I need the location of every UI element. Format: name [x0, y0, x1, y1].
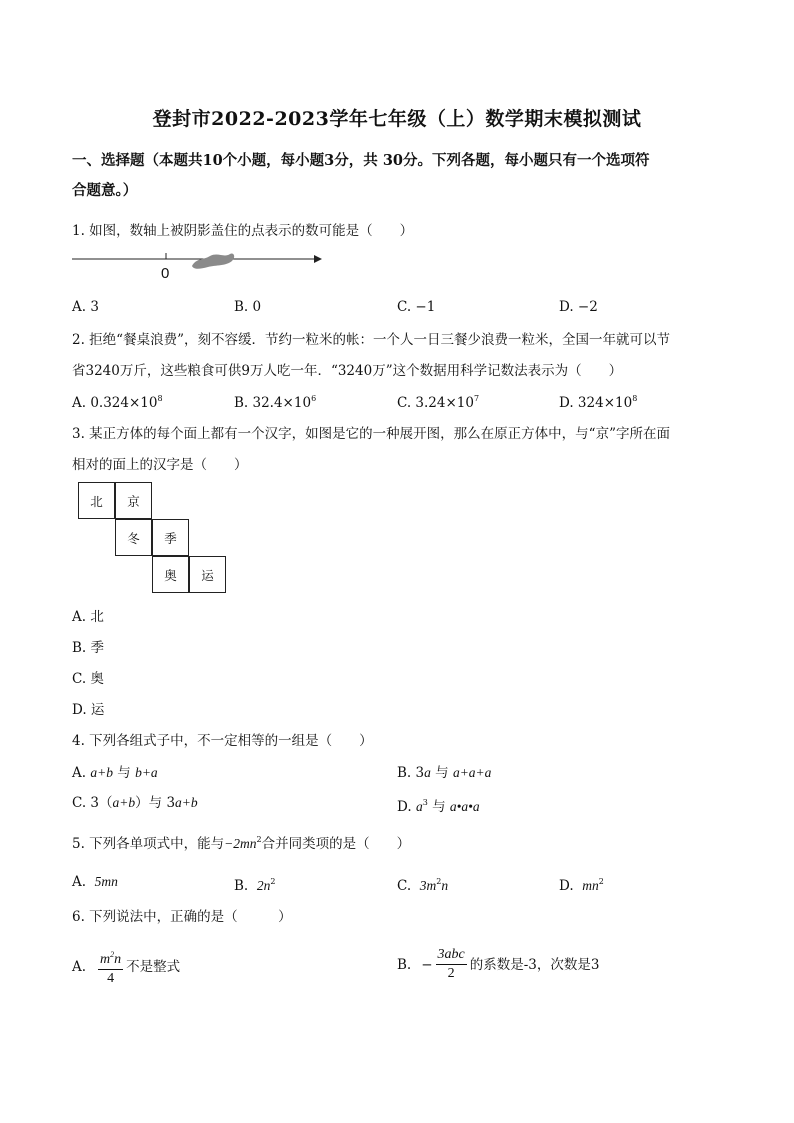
cube-net-figure	[78, 482, 228, 595]
axis-zero-label: 0	[161, 265, 170, 282]
q2-line-1: 2. 拒绝“餐桌浪费”，刻不容缓．节约一粒米的帐：一个人一日三餐少浪费一粒米，全国一年就可以节	[72, 332, 670, 348]
q3-option-a[interactable]: A. 北	[72, 609, 104, 625]
fraction-a: $\frac{m^2n}{4}$	[98, 946, 123, 988]
q2-option-b[interactable]: B. $32.4\times 10^6$	[234, 394, 317, 411]
q1-option-c[interactable]: C. −1	[397, 299, 436, 315]
q3-option-d[interactable]: D. 运	[72, 702, 105, 718]
section-line-1: 一、选择题（本题共10个小题，每小题3分，共 30分。下列各题，每小题只有一个选项符	[72, 152, 650, 169]
q4-option-c[interactable]: C. 3（a+b）与 3a+b	[72, 795, 198, 811]
number-line-arrow	[314, 255, 322, 263]
q2-option-d[interactable]: D. $324\times 10^8$	[559, 394, 638, 411]
q4-option-d[interactable]: D. $a^3$ 与 a•a•a	[397, 798, 480, 815]
q1-option-a[interactable]: A. 3	[72, 299, 99, 315]
section-heading	[72, 146, 732, 206]
q6-option-a[interactable]: A. $\frac{m^2n}{4}$ 不是整式	[72, 946, 180, 988]
fraction-b: $\frac{\text{3abc}}{2}$	[437, 947, 465, 981]
question-4-stem: 4. 下列各组式子中，不一定相等的一组是（ ）	[72, 733, 373, 749]
section-line-2: 合题意。）	[72, 182, 138, 199]
net-cell-dong: 冬	[115, 519, 152, 556]
q3-line-1: 3. 某正方体的每个面上都有一个汉字，如图是它的一种展开图，那么在原正方体中，与“京”字所在面	[72, 426, 670, 442]
question-6-stem: 6. 下列说法中，正确的是（ ）	[72, 909, 292, 925]
q3-option-b[interactable]: B. 季	[72, 640, 105, 656]
net-cell-yun: 运	[189, 556, 226, 593]
question-5-stem: 5. 下列各单项式中，能与$-2mn^2$合并同类项的是（ ）	[72, 835, 411, 852]
q4-option-a[interactable]: A. a+b 与 b+a	[72, 765, 158, 781]
q2-line-2: 省3240万斤，这些粮食可供9万人吃一年．“3240万”这个数据用科学记数法表示为（ ）	[72, 363, 623, 379]
q5-option-b[interactable]: B. $2n^2$	[234, 877, 276, 894]
net-cell-jing: 京	[115, 482, 152, 519]
question-2-stem	[72, 325, 732, 387]
q5-option-d[interactable]: D. $mn^2$	[559, 877, 604, 894]
q2-option-c[interactable]: C. $3.24\times 10^7$	[397, 394, 480, 411]
q5-option-c[interactable]: C. $3m^2n$	[397, 877, 449, 894]
q6-option-b[interactable]: B. − $\frac{\text{3abc}}{2}$ 的系数是-3，次数是3	[397, 947, 600, 981]
net-cell-ji: 季	[152, 519, 189, 556]
q3-line-2: 相对的面上的汉字是（ ）	[72, 457, 248, 473]
question-3-stem	[72, 419, 732, 481]
net-cell-bei: 北	[78, 482, 115, 519]
q5-option-a[interactable]: A. 5mn	[72, 874, 118, 890]
shadow-blob	[192, 254, 234, 269]
number-line-figure	[68, 248, 328, 282]
q1-option-b[interactable]: B. 0	[234, 299, 262, 315]
page-title: 登封市2022-2023学年七年级（上）数学期末模拟测试	[152, 108, 642, 130]
q1-option-d[interactable]: D. −2	[559, 299, 598, 315]
q3-option-c[interactable]: C. 奥	[72, 671, 104, 687]
question-1-stem: 1. 如图，数轴上被阴影盖住的点表示的数可能是（ ）	[72, 223, 414, 239]
q2-option-a[interactable]: A. $0.324\times 10^8$	[72, 394, 163, 411]
q4-option-b[interactable]: B. 3a 与 a+a+a	[397, 765, 492, 781]
net-cell-ao: 奥	[152, 556, 189, 593]
